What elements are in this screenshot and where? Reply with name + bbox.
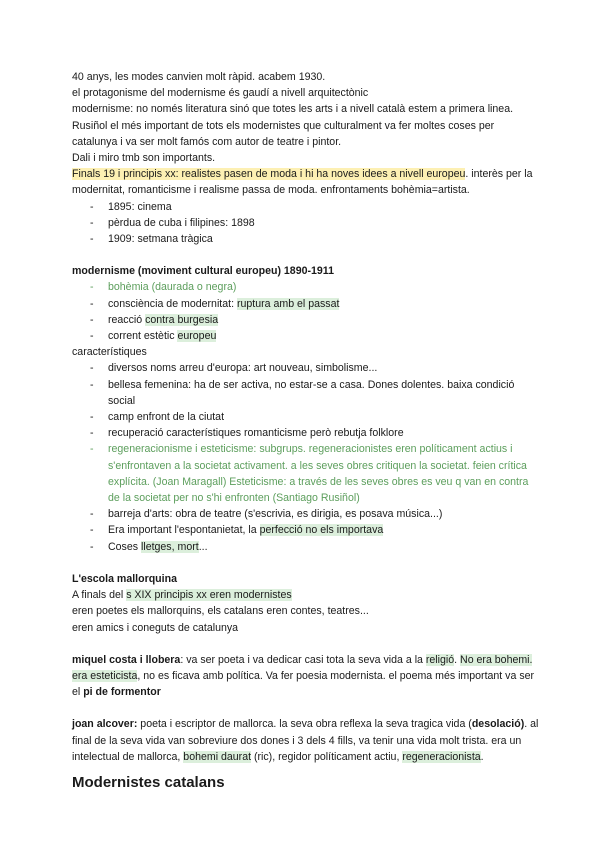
intro-line-2: el protagonisme del modernisme és gaudí a nivell arquitectònic — [72, 87, 369, 100]
list-item: - Coses lletges, mort... — [72, 539, 542, 555]
intro-line-5-rest: . interès per la modernitat, romanticisme i realisme passa de moda. enfrontaments bohèmia=artista. — [72, 168, 533, 197]
escola-line-1: A finals del s XIX principis xx eren modernistes — [72, 589, 292, 602]
list-item: - Era important l'espontanietat, la perfecció no els importava — [72, 522, 542, 538]
list-item: - regeneracionisme i esteticisme: subgrups. regeneracionistes eren políticament actius i s'enfrontaven a la societat activament. a les seves obres critiquen la societat. feien crítica explícita. (Joan Maragall) Esteticisme: a través de les seves obres es veu q van en contra de la societat per no s'hi enfronten (Santiago Rusiñol) — [72, 441, 542, 506]
intro-line-3: modernisme: no només literatura sinó que totes les arts i a nivell català estem a primera linea. Rusiñol el més important de tots els modernistes que culturalment va fer moltes coses per catalunya i va ser molt famós com autor de teatre i pintor. — [72, 103, 514, 148]
list-item: - pèrdua de cuba i filipines: 1898 — [72, 215, 542, 231]
list-item: - camp enfront de la ciutat — [72, 409, 542, 425]
list-item: - bohèmia (daurada o negra) — [72, 279, 542, 295]
modernisme-list — [72, 279, 542, 344]
intro-line-4: Dali i miro tmb son importants. — [72, 152, 216, 165]
escola-heading: L'escola mallorquina — [72, 572, 177, 585]
list-item: - 1909: setmana tràgica — [72, 231, 542, 247]
list-item: - diversos noms arreu d'europa: art nouveau, simbolisme... — [72, 360, 542, 376]
escola-line-3: eren amics i coneguts de catalunya — [72, 621, 239, 634]
caracteristiques-label: característiques — [72, 346, 147, 359]
list-item: - bellesa femenina: ha de ser activa, no estar-se a casa. Dones dolentes. baixa condició social — [72, 377, 542, 409]
list-item: - barreja d'arts: obra de teatre (s'escrivia, es dirigia, es posava música...) — [72, 506, 542, 522]
intro-line-5 — [72, 166, 542, 198]
costa-paragraph: miquel costa i llobera: va ser poeta i va dedicar casi tota la seva vida a la religió. No era bohemi. era esteticista, no es ficava amb política. Va fer poesia modernista. el poema més important va ser el pi de formentor — [72, 653, 535, 699]
caracteristiques-list — [72, 360, 542, 554]
alcover-paragraph: joan alcover: poeta i escriptor de mallorca. la seva obra reflexa la seva tragica vida (desolació). al final de la seva vida van sobreviure dos dones i 3 dels 4 fills, va tenir una vida molt trista. era un intelectual de mallorca, bohemi daurat (ric), regidor políticament actiu, regeneracionista. — [72, 718, 539, 763]
modernisme-heading: modernisme (moviment cultural europeu) 1890-1911 — [72, 265, 334, 278]
dates-list — [72, 199, 542, 248]
highlight-finals: Finals 19 i principis xx: realistes pasen de moda i hi ha noves idees a nivell europeu — [72, 168, 466, 181]
list-item: - reacció contra burgesia — [72, 312, 542, 328]
list-item: - corrent estètic europeu — [72, 328, 542, 344]
intro-line-1: 40 anys, les modes canvien molt ràpid. acabem 1930. — [72, 71, 326, 83]
list-item: - 1895: cinema — [72, 199, 542, 215]
section-title: Modernistes catalans — [72, 773, 225, 791]
document-page — [72, 69, 542, 793]
list-item: - consciència de modernitat: ruptura amb el passat — [72, 296, 542, 312]
escola-line-2: eren poetes els mallorquins, els catalans eren contes, teatres... — [72, 605, 369, 618]
list-item: - recuperació característiques romanticisme però rebutja folklore — [72, 425, 542, 441]
